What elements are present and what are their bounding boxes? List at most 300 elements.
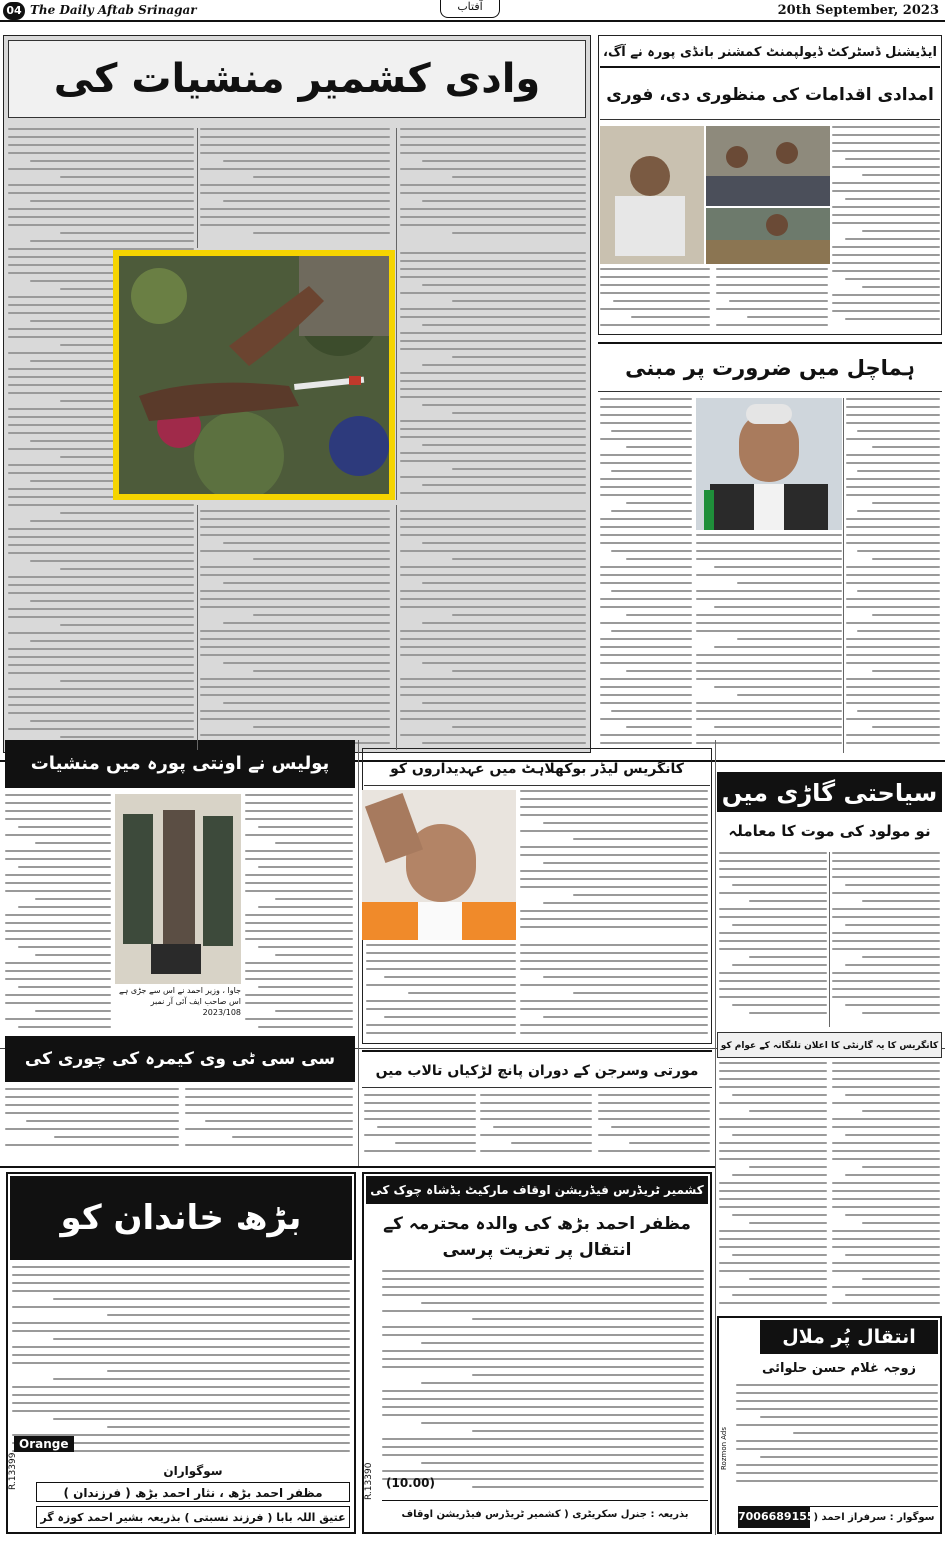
text-line bbox=[520, 886, 708, 888]
text-line bbox=[732, 884, 827, 886]
text-line bbox=[364, 1102, 476, 1104]
text-line bbox=[8, 216, 194, 218]
text-line bbox=[543, 862, 708, 864]
text-line bbox=[832, 166, 940, 168]
text-line bbox=[400, 348, 586, 350]
issue-date: 20th September, 2023 bbox=[777, 3, 939, 18]
text-line bbox=[749, 1166, 827, 1168]
text-line bbox=[422, 622, 586, 624]
text-line bbox=[600, 494, 692, 496]
text-line bbox=[200, 566, 390, 568]
text-line bbox=[832, 270, 940, 272]
text-line bbox=[60, 736, 194, 738]
text-line bbox=[253, 670, 390, 672]
text-line bbox=[382, 1414, 704, 1416]
text-line bbox=[400, 372, 586, 374]
obituary-headline: انتقال پُر ملال bbox=[760, 1320, 938, 1354]
text-line bbox=[846, 406, 940, 408]
lead-col-4 bbox=[400, 252, 586, 502]
text-line bbox=[600, 582, 692, 584]
text-line bbox=[845, 1094, 940, 1096]
text-line bbox=[5, 810, 111, 812]
text-line bbox=[846, 686, 940, 688]
text-line bbox=[400, 694, 586, 696]
text-line bbox=[245, 914, 353, 916]
text-line bbox=[8, 152, 194, 154]
text-line bbox=[719, 860, 827, 862]
text-line bbox=[846, 654, 940, 656]
text-line bbox=[832, 142, 940, 144]
text-line bbox=[200, 128, 390, 130]
text-line bbox=[846, 422, 940, 424]
text-line bbox=[12, 1410, 350, 1412]
text-line bbox=[452, 558, 586, 560]
text-line bbox=[200, 136, 390, 138]
text-line bbox=[573, 894, 708, 896]
text-line bbox=[846, 606, 940, 608]
text-line bbox=[832, 1190, 940, 1192]
text-line bbox=[245, 994, 353, 996]
text-line bbox=[600, 718, 692, 720]
text-line bbox=[846, 478, 940, 480]
text-line bbox=[626, 446, 692, 448]
text-line bbox=[18, 946, 111, 948]
text-line bbox=[872, 558, 940, 560]
condolence-1-sons: مظفر احمد بڑھ ، نثار احمد بڑھ ( فرزندان ) bbox=[36, 1482, 350, 1502]
text-line bbox=[846, 534, 940, 536]
text-line bbox=[857, 470, 940, 472]
text-line bbox=[185, 1104, 353, 1106]
lead-headline: وادی کشمیر منشیات کی bbox=[8, 40, 586, 118]
text-line bbox=[732, 924, 827, 926]
text-line bbox=[8, 632, 194, 634]
text-line bbox=[200, 734, 390, 736]
text-line bbox=[400, 340, 586, 342]
text-line bbox=[832, 1150, 940, 1152]
text-line bbox=[400, 292, 586, 294]
text-line bbox=[749, 900, 827, 902]
text-line bbox=[749, 1110, 827, 1112]
text-line bbox=[60, 624, 194, 626]
text-line bbox=[598, 1118, 710, 1120]
text-line bbox=[749, 1278, 827, 1280]
text-line bbox=[5, 802, 111, 804]
condolence-1-footer-title: سوگواران bbox=[163, 1464, 223, 1478]
text-line bbox=[737, 694, 842, 696]
text-line bbox=[719, 1262, 827, 1264]
text-line bbox=[696, 534, 842, 536]
text-line bbox=[736, 1400, 938, 1402]
text-line bbox=[422, 742, 586, 744]
text-line bbox=[832, 190, 940, 192]
text-line bbox=[30, 200, 194, 202]
text-line bbox=[600, 276, 710, 278]
text-line bbox=[275, 1010, 353, 1012]
text-line bbox=[200, 678, 390, 680]
text-line bbox=[846, 566, 940, 568]
text-line bbox=[832, 206, 940, 208]
text-line bbox=[18, 866, 111, 868]
text-line bbox=[862, 900, 940, 902]
text-line bbox=[107, 1370, 350, 1372]
text-line bbox=[611, 590, 692, 592]
text-line bbox=[696, 574, 842, 576]
text-line bbox=[400, 452, 586, 454]
text-line bbox=[600, 694, 692, 696]
text-line bbox=[8, 544, 194, 546]
text-line bbox=[421, 1382, 704, 1384]
text-line bbox=[832, 246, 940, 248]
text-line bbox=[520, 952, 708, 954]
text-line bbox=[600, 542, 692, 544]
text-line bbox=[185, 1128, 353, 1130]
text-line bbox=[480, 1134, 592, 1136]
text-line bbox=[832, 1142, 940, 1144]
text-line bbox=[245, 1018, 353, 1020]
text-line bbox=[275, 954, 353, 956]
text-line bbox=[696, 630, 842, 632]
text-line bbox=[611, 470, 692, 472]
text-line bbox=[400, 224, 586, 226]
text-line bbox=[696, 710, 842, 712]
text-line bbox=[8, 616, 194, 618]
condolence-1-reg: R.13399 bbox=[8, 1452, 18, 1490]
text-line bbox=[18, 826, 111, 828]
text-line bbox=[573, 992, 708, 994]
text-line bbox=[200, 168, 390, 170]
text-line bbox=[12, 1354, 350, 1356]
text-line bbox=[846, 622, 940, 624]
text-line bbox=[5, 850, 111, 852]
text-line bbox=[200, 184, 390, 186]
text-line bbox=[846, 638, 940, 640]
text-line bbox=[400, 734, 586, 736]
text-line bbox=[366, 1000, 516, 1002]
drowning-headline: مورتی وسرجن کے دوران پانچ لڑکیاں تالاب میں bbox=[362, 1050, 712, 1088]
text-line bbox=[696, 734, 842, 736]
text-line bbox=[719, 932, 827, 934]
text-line bbox=[600, 574, 692, 576]
text-line bbox=[857, 630, 940, 632]
text-line bbox=[245, 930, 353, 932]
text-line bbox=[520, 790, 708, 792]
text-line bbox=[382, 1278, 704, 1280]
text-line bbox=[832, 940, 940, 942]
text-line bbox=[832, 988, 940, 990]
text-line bbox=[737, 638, 842, 640]
text-line bbox=[364, 1110, 476, 1112]
text-line bbox=[8, 672, 194, 674]
text-line bbox=[832, 150, 940, 152]
text-line bbox=[872, 670, 940, 672]
text-line bbox=[732, 1004, 827, 1006]
text-line bbox=[452, 300, 586, 302]
text-line bbox=[245, 970, 353, 972]
text-line bbox=[600, 414, 692, 416]
text-line bbox=[719, 988, 827, 990]
text-line bbox=[719, 1126, 827, 1128]
top-right-kicker: ایڈیشنل ڈسٹرکٹ ڈیولپمنٹ کمشنر بانڈی پورہ نے آگ، bbox=[600, 38, 940, 68]
text-line bbox=[872, 614, 940, 616]
divider-3 bbox=[0, 1166, 715, 1168]
text-line bbox=[719, 1118, 827, 1120]
text-line bbox=[832, 980, 940, 982]
text-line bbox=[793, 1432, 938, 1434]
text-line bbox=[846, 662, 940, 664]
text-line bbox=[520, 1024, 708, 1026]
text-line bbox=[832, 1262, 940, 1264]
text-line bbox=[719, 852, 827, 854]
text-line bbox=[12, 1362, 350, 1364]
shivraj-photo bbox=[362, 790, 516, 940]
text-line bbox=[719, 1142, 827, 1144]
text-line bbox=[53, 1298, 350, 1300]
text-line bbox=[832, 892, 940, 894]
text-line bbox=[382, 1366, 704, 1368]
text-line bbox=[846, 702, 940, 704]
col-rule bbox=[358, 740, 359, 1166]
text-line bbox=[600, 606, 692, 608]
text-line bbox=[422, 364, 586, 366]
text-line bbox=[8, 688, 194, 690]
text-line bbox=[400, 268, 586, 270]
text-line bbox=[600, 646, 692, 648]
text-line bbox=[696, 742, 842, 744]
obituary-phone: 7006689155 bbox=[738, 1506, 810, 1528]
congress-col-3 bbox=[366, 944, 516, 1040]
text-line bbox=[846, 414, 940, 416]
text-line bbox=[245, 810, 353, 812]
text-line bbox=[719, 1078, 827, 1080]
text-line bbox=[493, 1126, 592, 1128]
text-line bbox=[223, 542, 390, 544]
lead-col-2 bbox=[200, 128, 390, 246]
text-line bbox=[832, 254, 940, 256]
text-line bbox=[400, 550, 586, 552]
text-line bbox=[832, 908, 940, 910]
text-line bbox=[846, 542, 940, 544]
text-line bbox=[200, 638, 390, 640]
text-line bbox=[862, 1222, 940, 1224]
text-line bbox=[30, 600, 194, 602]
text-line bbox=[716, 276, 828, 278]
text-line bbox=[8, 536, 194, 538]
text-line bbox=[845, 158, 940, 160]
text-line bbox=[631, 316, 710, 318]
text-line bbox=[200, 646, 390, 648]
text-line bbox=[245, 850, 353, 852]
text-line bbox=[600, 308, 710, 310]
text-line bbox=[275, 898, 353, 900]
text-line bbox=[452, 614, 586, 616]
text-line bbox=[600, 422, 692, 424]
text-line bbox=[200, 216, 390, 218]
condolence-1-extra: عتیق اللہ بابا ( فرزند نسبتی ) بذریعہ بشیر احمد کوزہ گر bbox=[36, 1506, 350, 1528]
text-line bbox=[12, 1394, 350, 1396]
text-line bbox=[382, 1398, 704, 1400]
text-line bbox=[600, 742, 692, 744]
text-line bbox=[382, 1310, 704, 1312]
text-line bbox=[600, 702, 692, 704]
text-line bbox=[12, 1330, 350, 1332]
text-line bbox=[472, 1486, 704, 1488]
text-line bbox=[400, 460, 586, 462]
text-line bbox=[400, 136, 586, 138]
text-line bbox=[845, 964, 940, 966]
text-line bbox=[857, 710, 940, 712]
text-line bbox=[421, 1302, 704, 1304]
text-line bbox=[832, 948, 940, 950]
text-line bbox=[832, 1246, 940, 1248]
text-line bbox=[719, 892, 827, 894]
text-line bbox=[364, 1134, 476, 1136]
text-line bbox=[30, 160, 194, 162]
text-line bbox=[107, 1314, 350, 1316]
text-line bbox=[543, 902, 708, 904]
text-line bbox=[400, 710, 586, 712]
text-line bbox=[600, 654, 692, 656]
text-line bbox=[200, 144, 390, 146]
text-line bbox=[732, 1094, 827, 1096]
text-line bbox=[5, 978, 111, 980]
text-line bbox=[8, 184, 194, 186]
text-line bbox=[714, 646, 842, 648]
text-line bbox=[245, 978, 353, 980]
text-line bbox=[5, 970, 111, 972]
text-line bbox=[613, 300, 710, 302]
text-line bbox=[862, 1166, 940, 1168]
text-line bbox=[245, 858, 353, 860]
text-line bbox=[366, 1008, 516, 1010]
text-line bbox=[253, 614, 390, 616]
text-line bbox=[749, 1012, 827, 1014]
himachal-cm-photo bbox=[696, 398, 842, 530]
masthead: آفتاب bbox=[440, 0, 500, 18]
col-rule bbox=[843, 398, 844, 753]
text-line bbox=[600, 662, 692, 664]
text-line bbox=[200, 694, 390, 696]
text-line bbox=[696, 702, 842, 704]
text-line bbox=[600, 454, 692, 456]
police-photo bbox=[115, 794, 241, 984]
text-line bbox=[400, 492, 586, 494]
text-line bbox=[719, 916, 827, 918]
text-line bbox=[5, 890, 111, 892]
text-line bbox=[732, 1294, 827, 1296]
text-line bbox=[200, 208, 390, 210]
text-line bbox=[400, 276, 586, 278]
text-line bbox=[8, 712, 194, 714]
text-line bbox=[736, 1448, 938, 1450]
text-line bbox=[200, 630, 390, 632]
text-line bbox=[400, 316, 586, 318]
text-line bbox=[245, 922, 353, 924]
condolence-2-reg: R.13390 bbox=[364, 1462, 374, 1500]
text-line bbox=[696, 662, 842, 664]
lead-col-1 bbox=[400, 128, 586, 246]
official-photo-3 bbox=[706, 208, 830, 264]
text-line bbox=[400, 192, 586, 194]
text-line bbox=[400, 510, 586, 512]
text-line bbox=[35, 842, 111, 844]
text-line bbox=[719, 1198, 827, 1200]
text-line bbox=[245, 962, 353, 964]
text-line bbox=[520, 910, 708, 912]
text-line bbox=[8, 584, 194, 586]
text-line bbox=[253, 232, 390, 234]
text-line bbox=[223, 582, 390, 584]
text-line bbox=[696, 542, 842, 544]
text-line bbox=[611, 550, 692, 552]
congress-col-2 bbox=[520, 944, 708, 1040]
text-line bbox=[719, 940, 827, 942]
text-line bbox=[719, 1206, 827, 1208]
text-line bbox=[8, 136, 194, 138]
text-line bbox=[384, 976, 516, 978]
text-line bbox=[400, 152, 586, 154]
text-line bbox=[8, 552, 194, 554]
text-line bbox=[719, 1246, 827, 1248]
text-line bbox=[12, 1322, 350, 1324]
text-line bbox=[696, 622, 842, 624]
text-line bbox=[364, 1150, 476, 1152]
text-line bbox=[845, 1294, 940, 1296]
text-line bbox=[200, 152, 390, 154]
text-line bbox=[845, 1004, 940, 1006]
text-line bbox=[520, 1000, 708, 1002]
text-line bbox=[12, 1282, 350, 1284]
text-line bbox=[382, 1454, 704, 1456]
text-line bbox=[600, 566, 692, 568]
condolence-1-headline: بڑھ خاندان کو bbox=[10, 1176, 352, 1260]
text-line bbox=[872, 726, 940, 728]
text-line bbox=[862, 1012, 940, 1014]
cctv-headline: سی سی ٹی وی کیمرہ کی چوری کی bbox=[5, 1036, 355, 1082]
text-line bbox=[408, 992, 516, 994]
text-line bbox=[600, 292, 710, 294]
text-line bbox=[832, 860, 940, 862]
condolence-2-headline: مظفر احمد بڑھ کی والدہ محترمہ کے انتقال پر تعزیت پرسی bbox=[383, 1214, 691, 1260]
text-line bbox=[8, 576, 194, 578]
text-line bbox=[719, 876, 827, 878]
text-line bbox=[422, 284, 586, 286]
text-line bbox=[714, 566, 842, 568]
text-line bbox=[719, 972, 827, 974]
text-line bbox=[600, 638, 692, 640]
text-line bbox=[543, 976, 708, 978]
text-line bbox=[600, 534, 692, 536]
text-line bbox=[8, 224, 194, 226]
text-line bbox=[696, 614, 842, 616]
text-line bbox=[422, 582, 586, 584]
text-line bbox=[53, 1378, 350, 1380]
text-line bbox=[400, 606, 586, 608]
side-note-col-2 bbox=[719, 1062, 827, 1312]
text-line bbox=[732, 1254, 827, 1256]
text-line bbox=[714, 726, 842, 728]
text-line bbox=[8, 696, 194, 698]
text-line bbox=[845, 1254, 940, 1256]
text-line bbox=[846, 678, 940, 680]
text-line bbox=[422, 484, 586, 486]
text-line bbox=[8, 208, 194, 210]
text-line bbox=[696, 590, 842, 592]
text-line bbox=[253, 558, 390, 560]
text-line bbox=[245, 1002, 353, 1004]
text-line bbox=[626, 558, 692, 560]
text-line bbox=[845, 924, 940, 926]
drowning-col-2 bbox=[480, 1094, 592, 1158]
